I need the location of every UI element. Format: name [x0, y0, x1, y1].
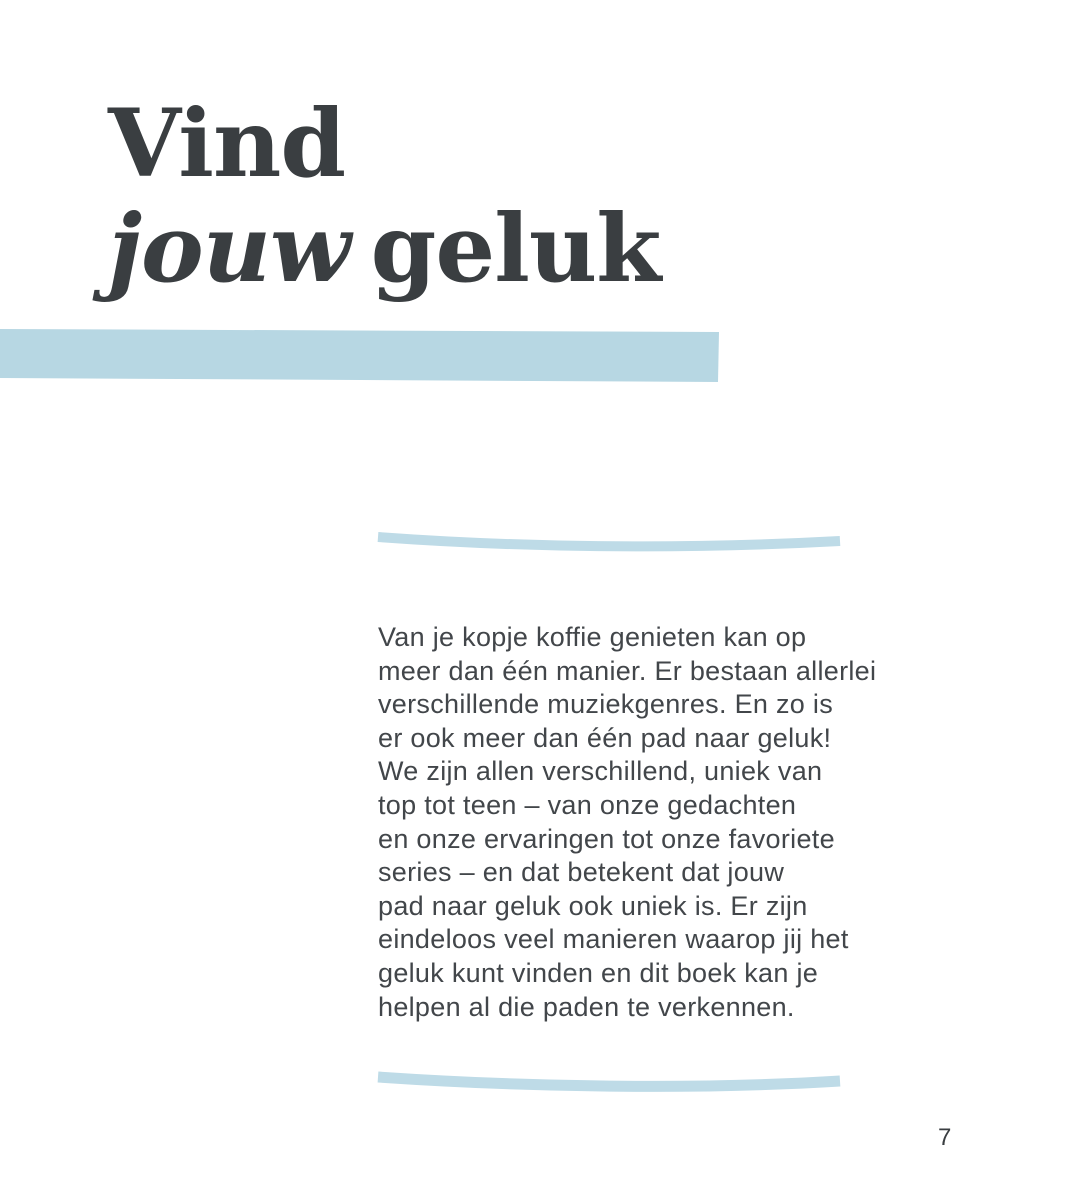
paragraph-line: eindeloos veel manieren waarop jij het [378, 924, 849, 955]
title-line2 [108, 194, 661, 304]
paragraph-line: top tot teen – van onze gedachten [378, 789, 797, 820]
paragraph-line: er ook meer dan één pad naar geluk! [378, 722, 832, 753]
title-line2-regular: geluk [370, 194, 661, 304]
paragraph-line: verschillende muziekgenres. En zo is [378, 689, 834, 720]
title-line2-italic: jouw [108, 194, 350, 304]
bottom-divider-stroke [378, 1077, 840, 1086]
paragraph-line: en onze ervaringen tot onze favoriete [378, 823, 835, 854]
paragraph-line: meer dan één manier. Er bestaan allerlei [378, 655, 877, 686]
paragraph-line: Van je kopje koffie genieten kan op [378, 622, 807, 652]
paragraph-line: We zijn allen verschillend, uniek van [378, 756, 823, 787]
accent-bar [0, 326, 720, 384]
accent-bar-shape [0, 329, 719, 382]
top-divider-stroke [378, 537, 840, 546]
bottom-divider-line [374, 1066, 844, 1096]
intro-paragraph [378, 621, 898, 1024]
paragraph-line: pad naar geluk ook uniek is. Er zijn [378, 890, 808, 921]
page-number: 7 [938, 1124, 952, 1151]
top-divider-line [374, 527, 844, 557]
paragraph-line: helpen al die paden te verkennen. [378, 991, 795, 1022]
paragraph-line: geluk kunt vinden en dit boek kan je [378, 957, 819, 988]
title-line1: Vind [108, 89, 346, 199]
paragraph-line: series – en dat betekent dat jouw [378, 857, 785, 888]
page-title [108, 89, 661, 304]
